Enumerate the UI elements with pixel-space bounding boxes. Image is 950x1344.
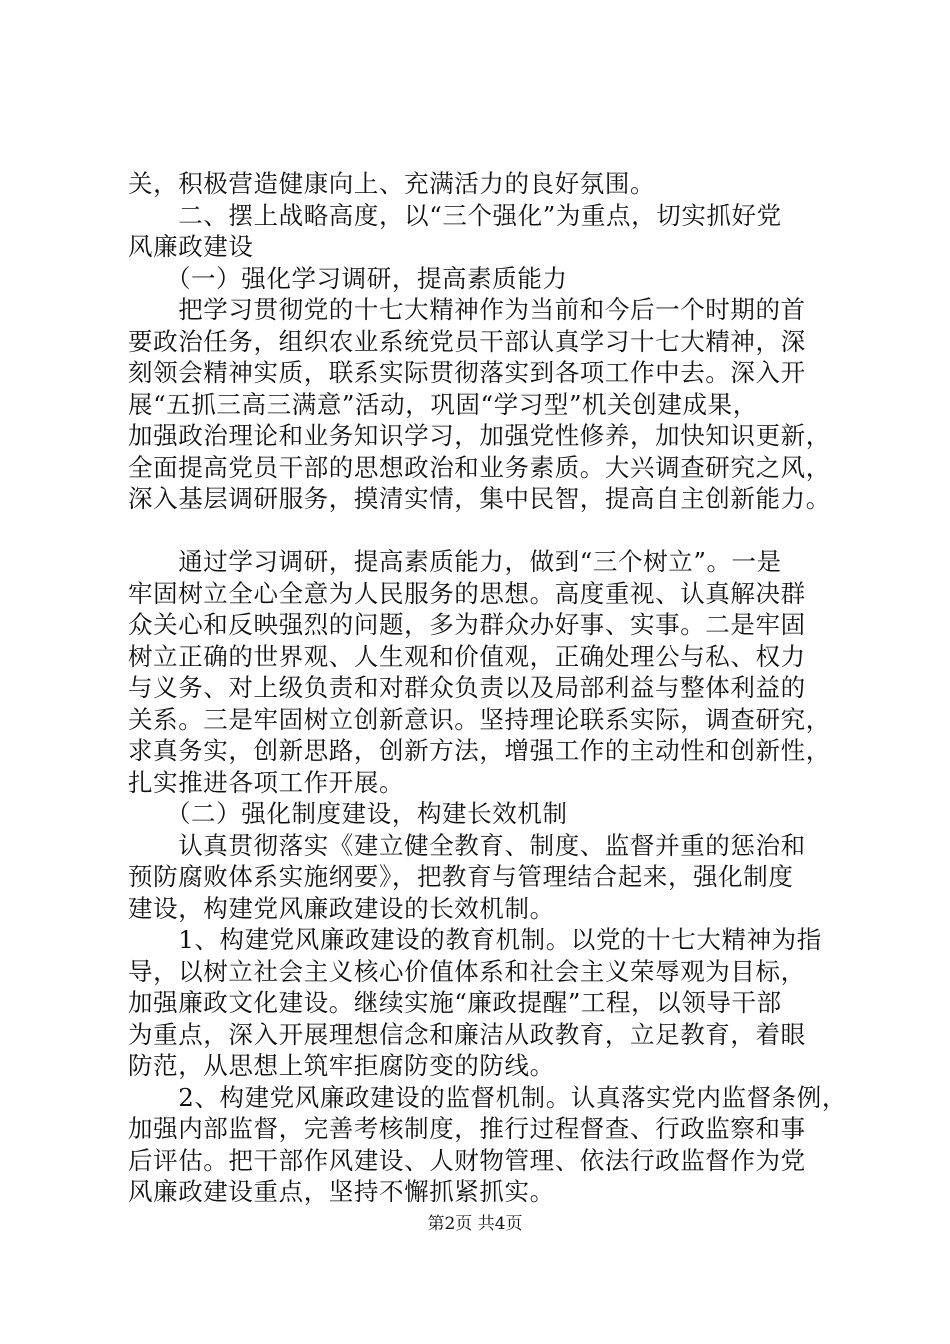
subsection-heading: （一）强化学习调研，提高素质能力 bbox=[128, 263, 568, 293]
text-line: 导，以树立社会主义核心价值体系和社会主义荣辱观为目标， bbox=[128, 956, 806, 986]
text-line: 牢固树立全心全意为人民服务的思想。高度重视、认真解决群 bbox=[128, 578, 806, 608]
page-number-footer: 第2页 共4页 bbox=[427, 1214, 523, 1234]
text-line: 加强廉政文化建设。继续实施“廉政提醒”工程，以领导干部 bbox=[128, 988, 782, 1017]
text-line: 要政治任务，组织农业系统党员干部认真学习十七大精神，深 bbox=[128, 326, 806, 356]
text-line: 为重点，深入开展理想信念和廉洁从政教育，立足教育，着眼 bbox=[128, 1019, 806, 1049]
blank-line bbox=[128, 515, 848, 547]
text-line: 求真务实，创新思路，创新方法，增强工作的主动性和创新性， bbox=[128, 736, 831, 765]
text-line: 深入基层调研服务，摸清实情，集中民智，提高自主创新能力。 bbox=[128, 484, 831, 513]
text-line: 关系。三是牢固树立创新意识。坚持理论联系实际，调查研究， bbox=[128, 704, 831, 734]
text-line: 2、构建党风廉政建设的监督机制。认真落实党内监督条例， bbox=[128, 1082, 847, 1112]
text-line: 加强内部监督，完善考核制度，推行过程督查、行政监察和事 bbox=[128, 1114, 806, 1143]
text-line: 关，积极营造健康向上、充满活力的良好氛围。 bbox=[128, 169, 656, 198]
text-line: 建设，构建党风廉政建设的长效机制。 bbox=[128, 893, 555, 923]
text-line: 扎实推进各项工作开展。 bbox=[128, 767, 405, 797]
section-heading: 风廉政建设 bbox=[128, 232, 254, 261]
text-line: 认真贯彻落实《建立健全教育、制度、监督并重的惩治和 bbox=[128, 830, 806, 860]
text-line: 树立正确的世界观、人生观和价值观，正确处理公与私、权力 bbox=[128, 641, 806, 671]
text-line: 与义务、对上级负责和对群众负责以及局部利益与整体利益的 bbox=[128, 673, 806, 702]
subsection-heading: （二）强化制度建设，构建长效机制 bbox=[128, 799, 568, 828]
text-line: 全面提高党员干部的思想政治和业务素质。大兴调查研究之风， bbox=[128, 452, 831, 482]
text-line: 1、构建党风廉政建设的教育机制。以党的十七大精神为指 bbox=[128, 925, 822, 954]
text-line: 后评估。把干部作风建设、人财物管理、依法行政监督作为党 bbox=[128, 1145, 806, 1175]
text-line: 预防腐败体系实施纲要》，把教育与管理结合起来，强化制度 bbox=[128, 862, 794, 891]
text-line: 把学习贯彻党的十七大精神作为当前和今后一个时期的首 bbox=[128, 295, 806, 324]
text-line: 刻领会精神实质，联系实际贯彻落实到各项工作中去。深入开 bbox=[128, 358, 806, 387]
document-body bbox=[128, 168, 848, 1208]
text-line: 众关心和反映强烈的问题，多为群众办好事、实事。二是牢固 bbox=[128, 610, 806, 639]
text-line: 通过学习调研，提高素质能力，做到“三个树立”。一是 bbox=[128, 547, 782, 576]
text-line: 展“五抓三高三满意”活动，巩固“学习型”机关创建成果， bbox=[128, 389, 758, 419]
text-line: 加强政治理论和业务知识学习，加强党性修养，加快知识更新， bbox=[128, 421, 831, 450]
text-line: 防范，从思想上筑牢拒腐防变的防线。 bbox=[128, 1051, 555, 1080]
text-line: 风廉政建设重点，坚持不懈抓紧抓实。 bbox=[128, 1177, 555, 1206]
section-heading: 二、摆上战略高度，以“三个强化”为重点，切实抓好党 bbox=[128, 200, 782, 230]
